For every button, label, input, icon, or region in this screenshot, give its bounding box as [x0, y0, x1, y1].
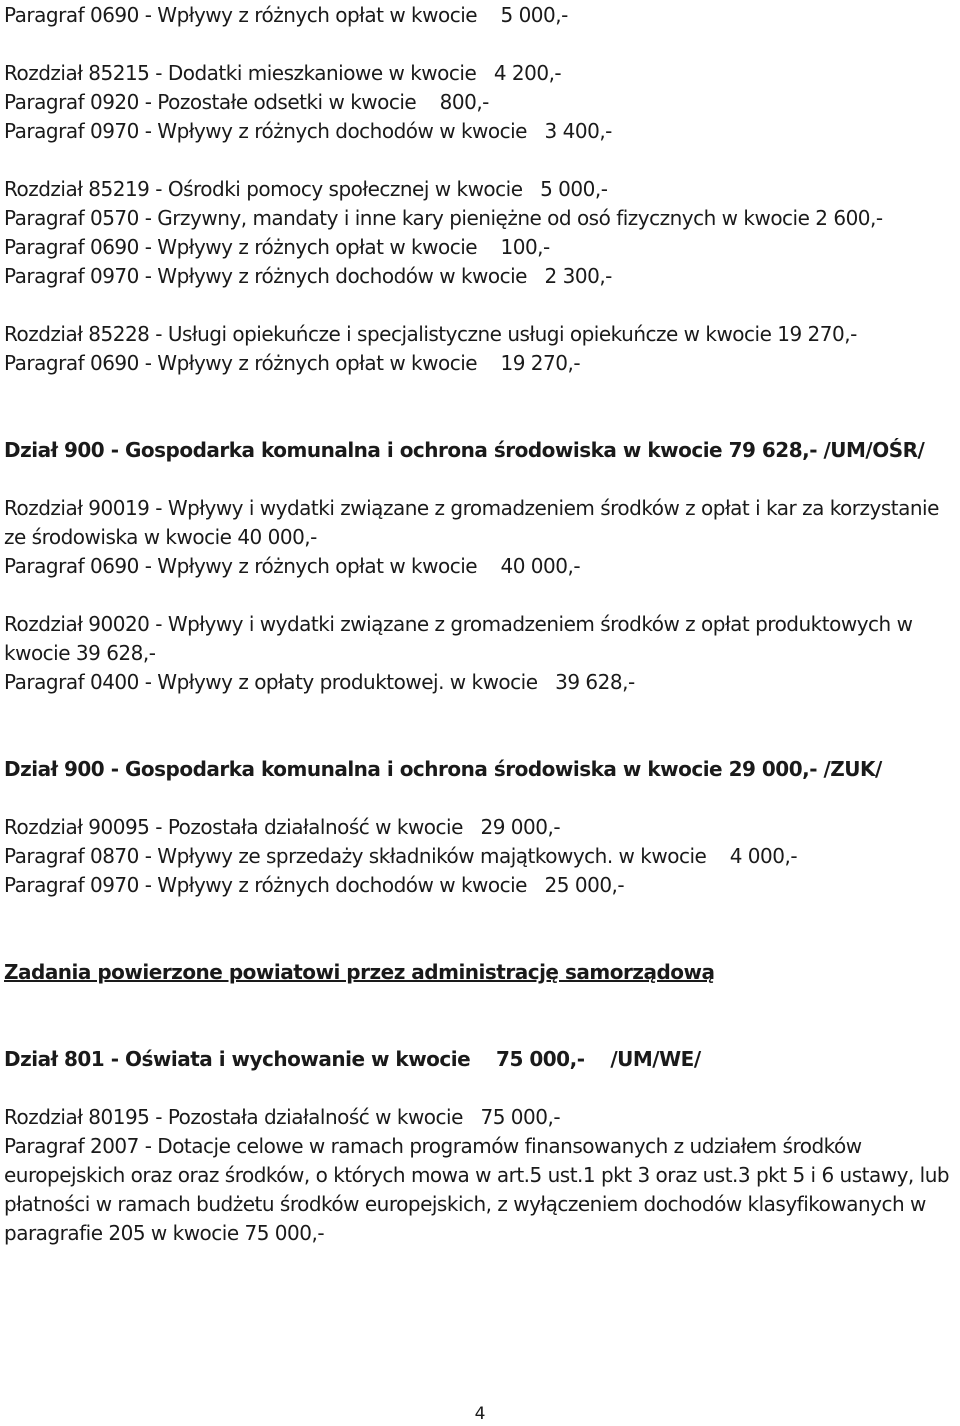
dzial-900-zuk-heading: Dział 900 - Gospodarka komunalna i ochrona środowiska w kwocie 29 000,- /ZUK/: [4, 757, 882, 781]
rozdzial-90019-line: Rozdział 90019 - Wpływy i wydatki związane z gromadzeniem środków z opłat i kar za korzystanie ze środowiska w kwocie 40 000,-: [4, 496, 939, 549]
zadania-powierzone-heading: Zadania powierzone powiatowi przez administrację samorządową: [4, 960, 715, 984]
paragraf-0920-line: Paragraf 0920 - Pozostałe odsetki w kwocie 800,-: [4, 90, 489, 114]
rozdzial-85228-line: Rozdział 85228 - Usługi opiekuńcze i specjalistyczne usługi opiekuńcze w kwocie 19 270,-: [4, 322, 857, 346]
page-number: 4: [474, 1404, 486, 1424]
rozdzial-80195-line: Rozdział 80195 - Pozostała działalność w kwocie 75 000,-: [4, 1105, 561, 1129]
rozdzial-85215-line: Rozdział 85215 - Dodatki mieszkaniowe w kwocie 4 200,-: [4, 61, 562, 85]
paragraf-0690-85228-line: Paragraf 0690 - Wpływy z różnych opłat w kwocie 19 270,-: [4, 351, 581, 375]
paragraf-0570-line: Paragraf 0570 - Grzywny, mandaty i inne kary pieniężne od osó fizycznych w kwocie 2 600,-: [4, 206, 883, 230]
dzial-801-heading: Dział 801 - Oświata i wychowanie w kwocie 75 000,- /UM/WE/: [4, 1047, 701, 1071]
document-body: [4, 0, 956, 1248]
paragraf-0690-85219-line: Paragraf 0690 - Wpływy z różnych opłat w kwocie 100,-: [4, 235, 550, 259]
paragraf-0870-line: Paragraf 0870 - Wpływy ze sprzedaży składników majątkowych. w kwocie 4 000,-: [4, 844, 798, 868]
paragraf-0400-line: Paragraf 0400 - Wpływy z opłaty produktowej. w kwocie 39 628,-: [4, 670, 635, 694]
paragraf-0970-90095-line: Paragraf 0970 - Wpływy z różnych dochodów w kwocie 25 000,-: [4, 873, 625, 897]
paragraf-2007-line: Paragraf 2007 - Dotacje celowe w ramach programów finansowanych z udziałem środków europejskich oraz oraz środków, o których mowa w art.5 ust.1 pkt 3 oraz ust.3 pkt 5 i 6 ustawy, lub płatności w ramach budżetu środków europejskich, z wyłączeniem dochodów klasyfikowanych w paragrafie 205 w kwocie 75 000,-: [4, 1134, 950, 1245]
rozdzial-90095-line: Rozdział 90095 - Pozostała działalność w kwocie 29 000,-: [4, 815, 561, 839]
rozdzial-85219-line: Rozdział 85219 - Ośrodki pomocy społecznej w kwocie 5 000,-: [4, 177, 608, 201]
paragraf-0690-90019-line: Paragraf 0690 - Wpływy z różnych opłat w kwocie 40 000,-: [4, 554, 581, 578]
paragraf-0970-85219-line: Paragraf 0970 - Wpływy z różnych dochodów w kwocie 2 300,-: [4, 264, 612, 288]
rozdzial-90020-line: Rozdział 90020 - Wpływy i wydatki związane z gromadzeniem środków z opłat produktowych w kwocie 39 628,-: [4, 612, 913, 665]
paragraf-0970-85215-line: Paragraf 0970 - Wpływy z różnych dochodów w kwocie 3 400,-: [4, 119, 612, 143]
paragraf-0690-85215-line: Paragraf 0690 - Wpływy z różnych opłat w kwocie 5 000,-: [4, 3, 568, 27]
dzial-900-umosr-heading: Dział 900 - Gospodarka komunalna i ochrona środowiska w kwocie 79 628,- /UM/OŚR/: [4, 438, 925, 462]
